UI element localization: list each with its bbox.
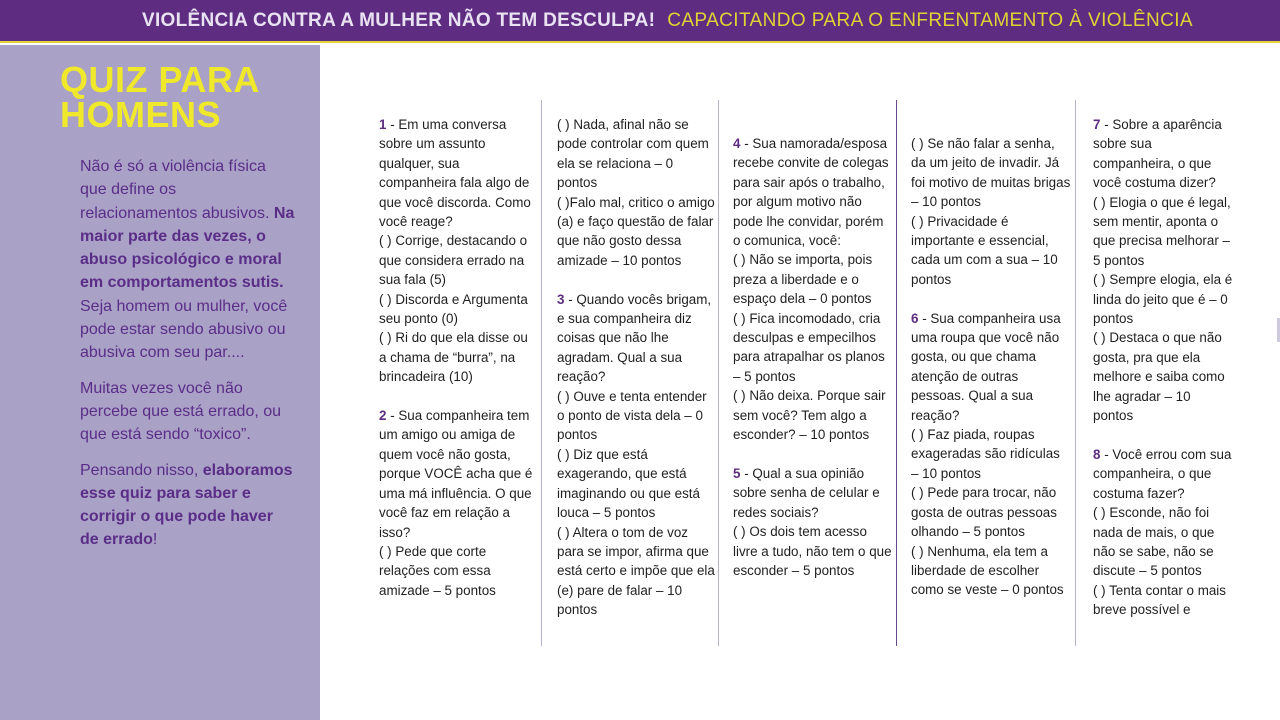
intro-text xyxy=(80,155,295,564)
intro-p1-emphasis: Na maior parte das vezes, o abuso psicológico e moral em comportamentos sutis. xyxy=(80,204,295,292)
question-number: 3 xyxy=(557,291,565,307)
question-number: 4 xyxy=(733,136,741,151)
question-number: 6 xyxy=(911,310,919,326)
answer-option: ( ) Privacidade é importante e essencial, cada um com a sua – 10 pontos xyxy=(911,213,1058,287)
question-4 xyxy=(733,134,893,250)
answer-option: ( ) Faz piada, roupas exageradas são ridículas – 10 pontos xyxy=(911,427,1060,481)
answer-option: ( ) Pede para trocar, não gosta de outras pessoas olhando – 5 pontos xyxy=(911,485,1057,540)
intro-p3-tail: ! xyxy=(152,531,158,549)
quiz-column-3 xyxy=(733,134,893,580)
answer-option: ( ) Fica incomodado, cria desculpas e empecilhos para atrapalhar os planos – 5 pontos xyxy=(733,310,885,384)
intro-paragraph-1 xyxy=(80,155,295,365)
campaign-subheadline: CAPACITANDO PARA O ENFRENTAMENTO À VIOLÊNCIA xyxy=(667,9,1193,31)
question-1 xyxy=(379,115,539,231)
answer-option: ( ) Se não falar a senha, da um jeito de invadir. Já foi motivo de muitas brigas – 10 pontos xyxy=(911,136,1071,210)
answer-option: ( ) Elogia o que é legal, sem mentir, aponta o que precisa melhorar – 5 pontos xyxy=(1093,194,1231,268)
column-divider xyxy=(718,100,719,646)
question-6 xyxy=(911,309,1071,425)
answer-option: ( ) Não deixa. Porque sair sem você? Tem algo a esconder? – 10 pontos xyxy=(733,388,886,443)
question-number: 7 xyxy=(1093,117,1101,132)
quiz-title-line-1: QUIZ PARA xyxy=(60,59,260,100)
campaign-headline: VIOLÊNCIA CONTRA A MULHER NÃO TEM DESCULPA! xyxy=(142,9,656,31)
answer-option: ( ) Pede que corte relações com essa amizade – 5 pontos xyxy=(379,543,496,598)
column-divider xyxy=(896,100,897,646)
answer-option: ( ) Sempre elogia, ela é linda do jeito que é – 0 pontos xyxy=(1093,272,1233,327)
question-text: - Sua namorada/esposa recebe convite de colegas para sair após o trabalho, por algum motivo não pode lhe convidar, porém o comunica, você: xyxy=(733,136,889,249)
quiz-column-2 xyxy=(557,115,715,620)
answer-option: ( ) Destaca o que não gosta, pra que ela melhore e saiba como lhe agradar – 10 pontos xyxy=(1093,330,1225,424)
answer-option: ( ) Nada, afinal não se pode controlar com quem ela se relaciona – 0 pontos xyxy=(557,117,709,191)
column-divider xyxy=(541,100,542,646)
answer-option: ( ) Altera o tom de voz para se impor, afirma que está certo e impõe que ela (e) pare de falar – 10 pontos xyxy=(557,524,715,618)
question-text: - Sobre a aparência sobre sua companheira, o que você costuma dizer? xyxy=(1093,117,1222,191)
question-text: - Sua companheira tem um amigo ou amiga de quem você não gosta, porque VOCÊ acha que é uma má influência. O que você faz em relação a isso? xyxy=(379,408,533,540)
quiz-column-4 xyxy=(911,134,1071,600)
question-2 xyxy=(379,406,539,542)
question-8 xyxy=(1093,445,1233,503)
question-text: - Em uma conversa sobre um assunto qualquer, sua companheira fala algo de que você discorda. Como você reage? xyxy=(379,117,531,230)
question-text: - Sua companheira usa uma roupa que você não gosta, ou que chama atenção de outras pessoas. Qual a sua reação? xyxy=(911,310,1061,423)
answer-option: ( ) Corrige, destacando o que considera errado na sua fala (5) xyxy=(379,233,528,288)
answer-option: ( ) Discorda e Argumenta seu ponto (0) xyxy=(379,291,528,327)
quiz-title xyxy=(60,59,300,135)
answer-option: ( ) Não se importa, pois preza a liberdade e o espaço dela – 0 pontos xyxy=(733,252,873,307)
quiz-title-line-2: HOMENS xyxy=(60,94,222,135)
question-text: - Qual a sua opinião sobre senha de celular e redes sociais? xyxy=(733,465,880,520)
quiz-column-1 xyxy=(379,115,539,600)
question-number: 8 xyxy=(1093,446,1101,462)
answer-option: ( ) Nenhuma, ela tem a liberdade de escolher como se veste – 0 pontos xyxy=(911,543,1064,598)
question-number: 1 xyxy=(379,117,387,132)
answer-option: ( ) Diz que está exagerando, que está imaginando ou que está louca – 5 pontos xyxy=(557,446,700,521)
question-text: - Você errou com sua companheira, o que costuma fazer? xyxy=(1093,446,1232,501)
intro-p1-lead: Não é só a violência física que define os relacionamentos abusivos. xyxy=(80,158,270,222)
intro-p3-lead: Pensando nisso, xyxy=(80,461,199,479)
question-7 xyxy=(1093,115,1233,193)
column-divider xyxy=(1075,100,1076,646)
intro-paragraph-3 xyxy=(80,459,295,552)
question-3 xyxy=(557,290,715,387)
quiz-column-5 xyxy=(1093,115,1233,620)
answer-option: ( ) Tenta contar o mais breve possível e xyxy=(1093,582,1226,618)
intro-p3-emphasis: elaboramos esse quiz para saber e corrigir o que pode haver de errado xyxy=(80,461,293,549)
intro-p1-tail: Seja homem ou mulher, você pode estar sendo abusivo ou abusiva com seu par.... xyxy=(80,297,288,362)
question-5 xyxy=(733,464,893,522)
answer-option: ( )Falo mal, critico o amigo (a) e faço questão de falar que não gosto dessa amizade – 10 pontos xyxy=(557,194,715,268)
answer-option: ( ) Ouve e tenta entender o ponto de vista dela – 0 pontos xyxy=(557,388,707,443)
answer-option: ( ) Esconde, não foi nada de mais, o que não se sabe, não se discute – 5 pontos xyxy=(1093,505,1215,579)
intro-paragraph-2: Muitas vezes você não percebe que está errado, ou que está sendo “toxico”. xyxy=(80,379,282,444)
question-number: 5 xyxy=(733,465,741,481)
question-number: 2 xyxy=(379,408,387,424)
answer-option: ( ) Ri do que ela disse ou a chama de “burra”, na brincadeira (10) xyxy=(379,330,528,385)
answer-option: ( ) Os dois tem acesso livre a tudo, não tem o que esconder – 5 pontos xyxy=(733,524,892,578)
question-text: - Quando vocês brigam, e sua companheira diz coisas que não lhe agradam. Qual a sua reação? xyxy=(557,291,712,385)
header-banner xyxy=(0,0,1280,43)
